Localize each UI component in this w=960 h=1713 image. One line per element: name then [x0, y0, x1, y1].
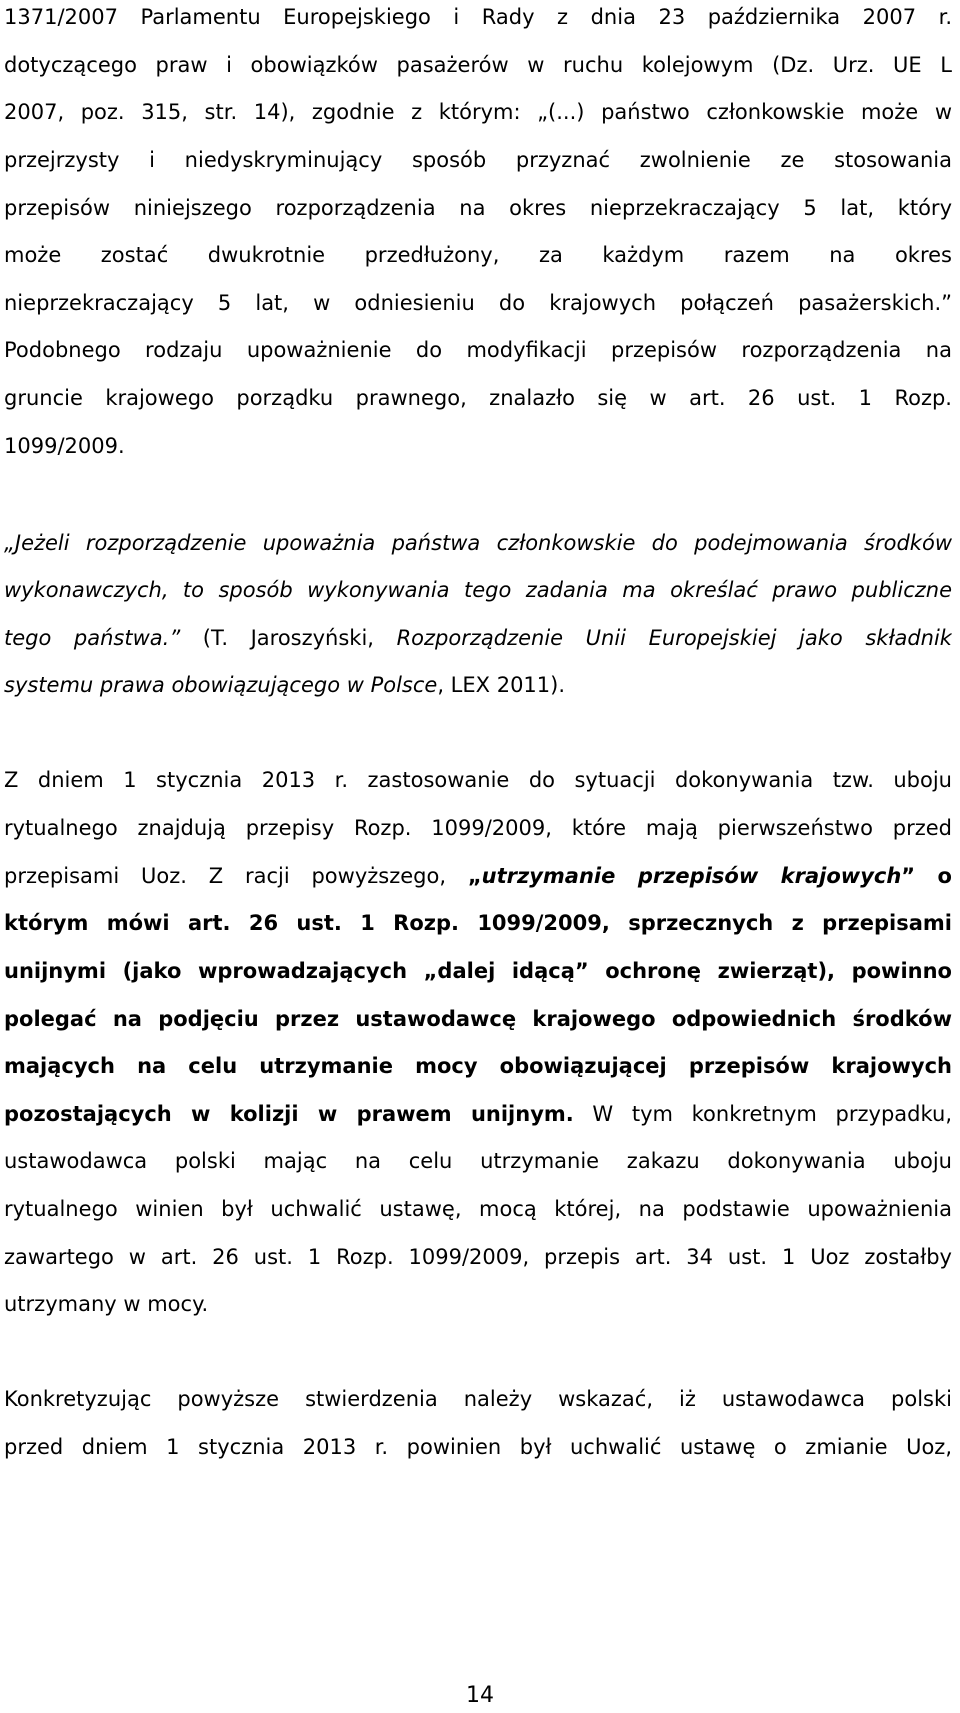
text-line: pozostających w kolizji w prawem unijnym. W tym konkretnym przypadku, — [4, 1102, 952, 1126]
text-line: unijnymi (jako wprowadzających „dalej idącą” ochronę zwierząt), powinno — [4, 959, 952, 983]
page-number: 14 — [466, 1683, 494, 1708]
text-line: utrzymany w mocy. — [4, 1292, 209, 1316]
text-line: rytualnego znajdują przepisy Rozp. 1099/2009, które mają pierwszeństwo przed — [4, 816, 952, 840]
text-line: rytualnego winien był uchwalić ustawę, mocą której, na podstawie upoważnienia — [4, 1197, 952, 1221]
text-line: Z dniem 1 stycznia 2013 r. zastosowanie do sytuacji dokonywania tzw. uboju — [4, 768, 952, 792]
text-line: Konkretyzując powyższe stwierdzenia należy wskazać, iż ustawodawca polski — [4, 1387, 952, 1411]
text-line: 1371/2007 Parlamentu Europejskiego i Rady z dnia 23 października 2007 r. — [4, 5, 952, 29]
text-line: „Jeżeli rozporządzenie upoważnia państwa członkowskie do podejmowania środków — [4, 531, 952, 555]
text-line: ustawodawca polski mając na celu utrzymanie zakazu dokonywania uboju — [4, 1149, 952, 1173]
text-line: dotyczącego praw i obowiązków pasażerów w ruchu kolejowym (Dz. Urz. UE L — [4, 53, 952, 77]
text-line: tego państwa.” (T. Jaroszyński, Rozporządzenie Unii Europejskiej jako składnik — [4, 626, 952, 650]
text-line: 1099/2009. — [4, 434, 125, 458]
text-line: Podobnego rodzaju upoważnienie do modyfikacji przepisów rozporządzenia na — [4, 338, 952, 362]
text-line: wykonawczych, to sposób wykonywania tego zadania ma określać prawo publiczne — [4, 578, 952, 602]
text-line: polegać na podjęciu przez ustawodawcę krajowego odpowiednich środków — [4, 1007, 952, 1031]
text-line: przejrzysty i niedyskryminujący sposób przyznać zwolnienie ze stosowania — [4, 148, 952, 172]
text-line: systemu prawa obowiązującego w Polsce, LEX 2011). — [4, 673, 566, 697]
text-line: może zostać dwukrotnie przedłużony, za każdym razem na okres — [4, 243, 952, 267]
text-line: gruncie krajowego porządku prawnego, znalazło się w art. 26 ust. 1 Rozp. — [4, 386, 952, 410]
text-line: przepisami Uoz. Z racji powyższego, „utrzymanie przepisów krajowych” o — [4, 864, 952, 888]
text-line: 2007, poz. 315, str. 14), zgodnie z którym: „(...) państwo członkowskie może w — [4, 100, 952, 124]
text-line: przepisów niniejszego rozporządzenia na okres nieprzekraczający 5 lat, który — [4, 196, 952, 220]
text-line: przed dniem 1 stycznia 2013 r. powinien był uchwalić ustawę o zmianie Uoz, — [4, 1435, 952, 1459]
text-line: zawartego w art. 26 ust. 1 Rozp. 1099/2009, przepis art. 34 ust. 1 Uoz zostałby — [4, 1245, 952, 1269]
text-line: mających na celu utrzymanie mocy obowiązującej przepisów krajowych — [4, 1054, 952, 1078]
text-line: nieprzekraczający 5 lat, w odniesieniu do krajowych połączeń pasażerskich.” — [4, 291, 952, 315]
text-line: którym mówi art. 26 ust. 1 Rozp. 1099/2009, sprzecznych z przepisami — [4, 911, 952, 935]
